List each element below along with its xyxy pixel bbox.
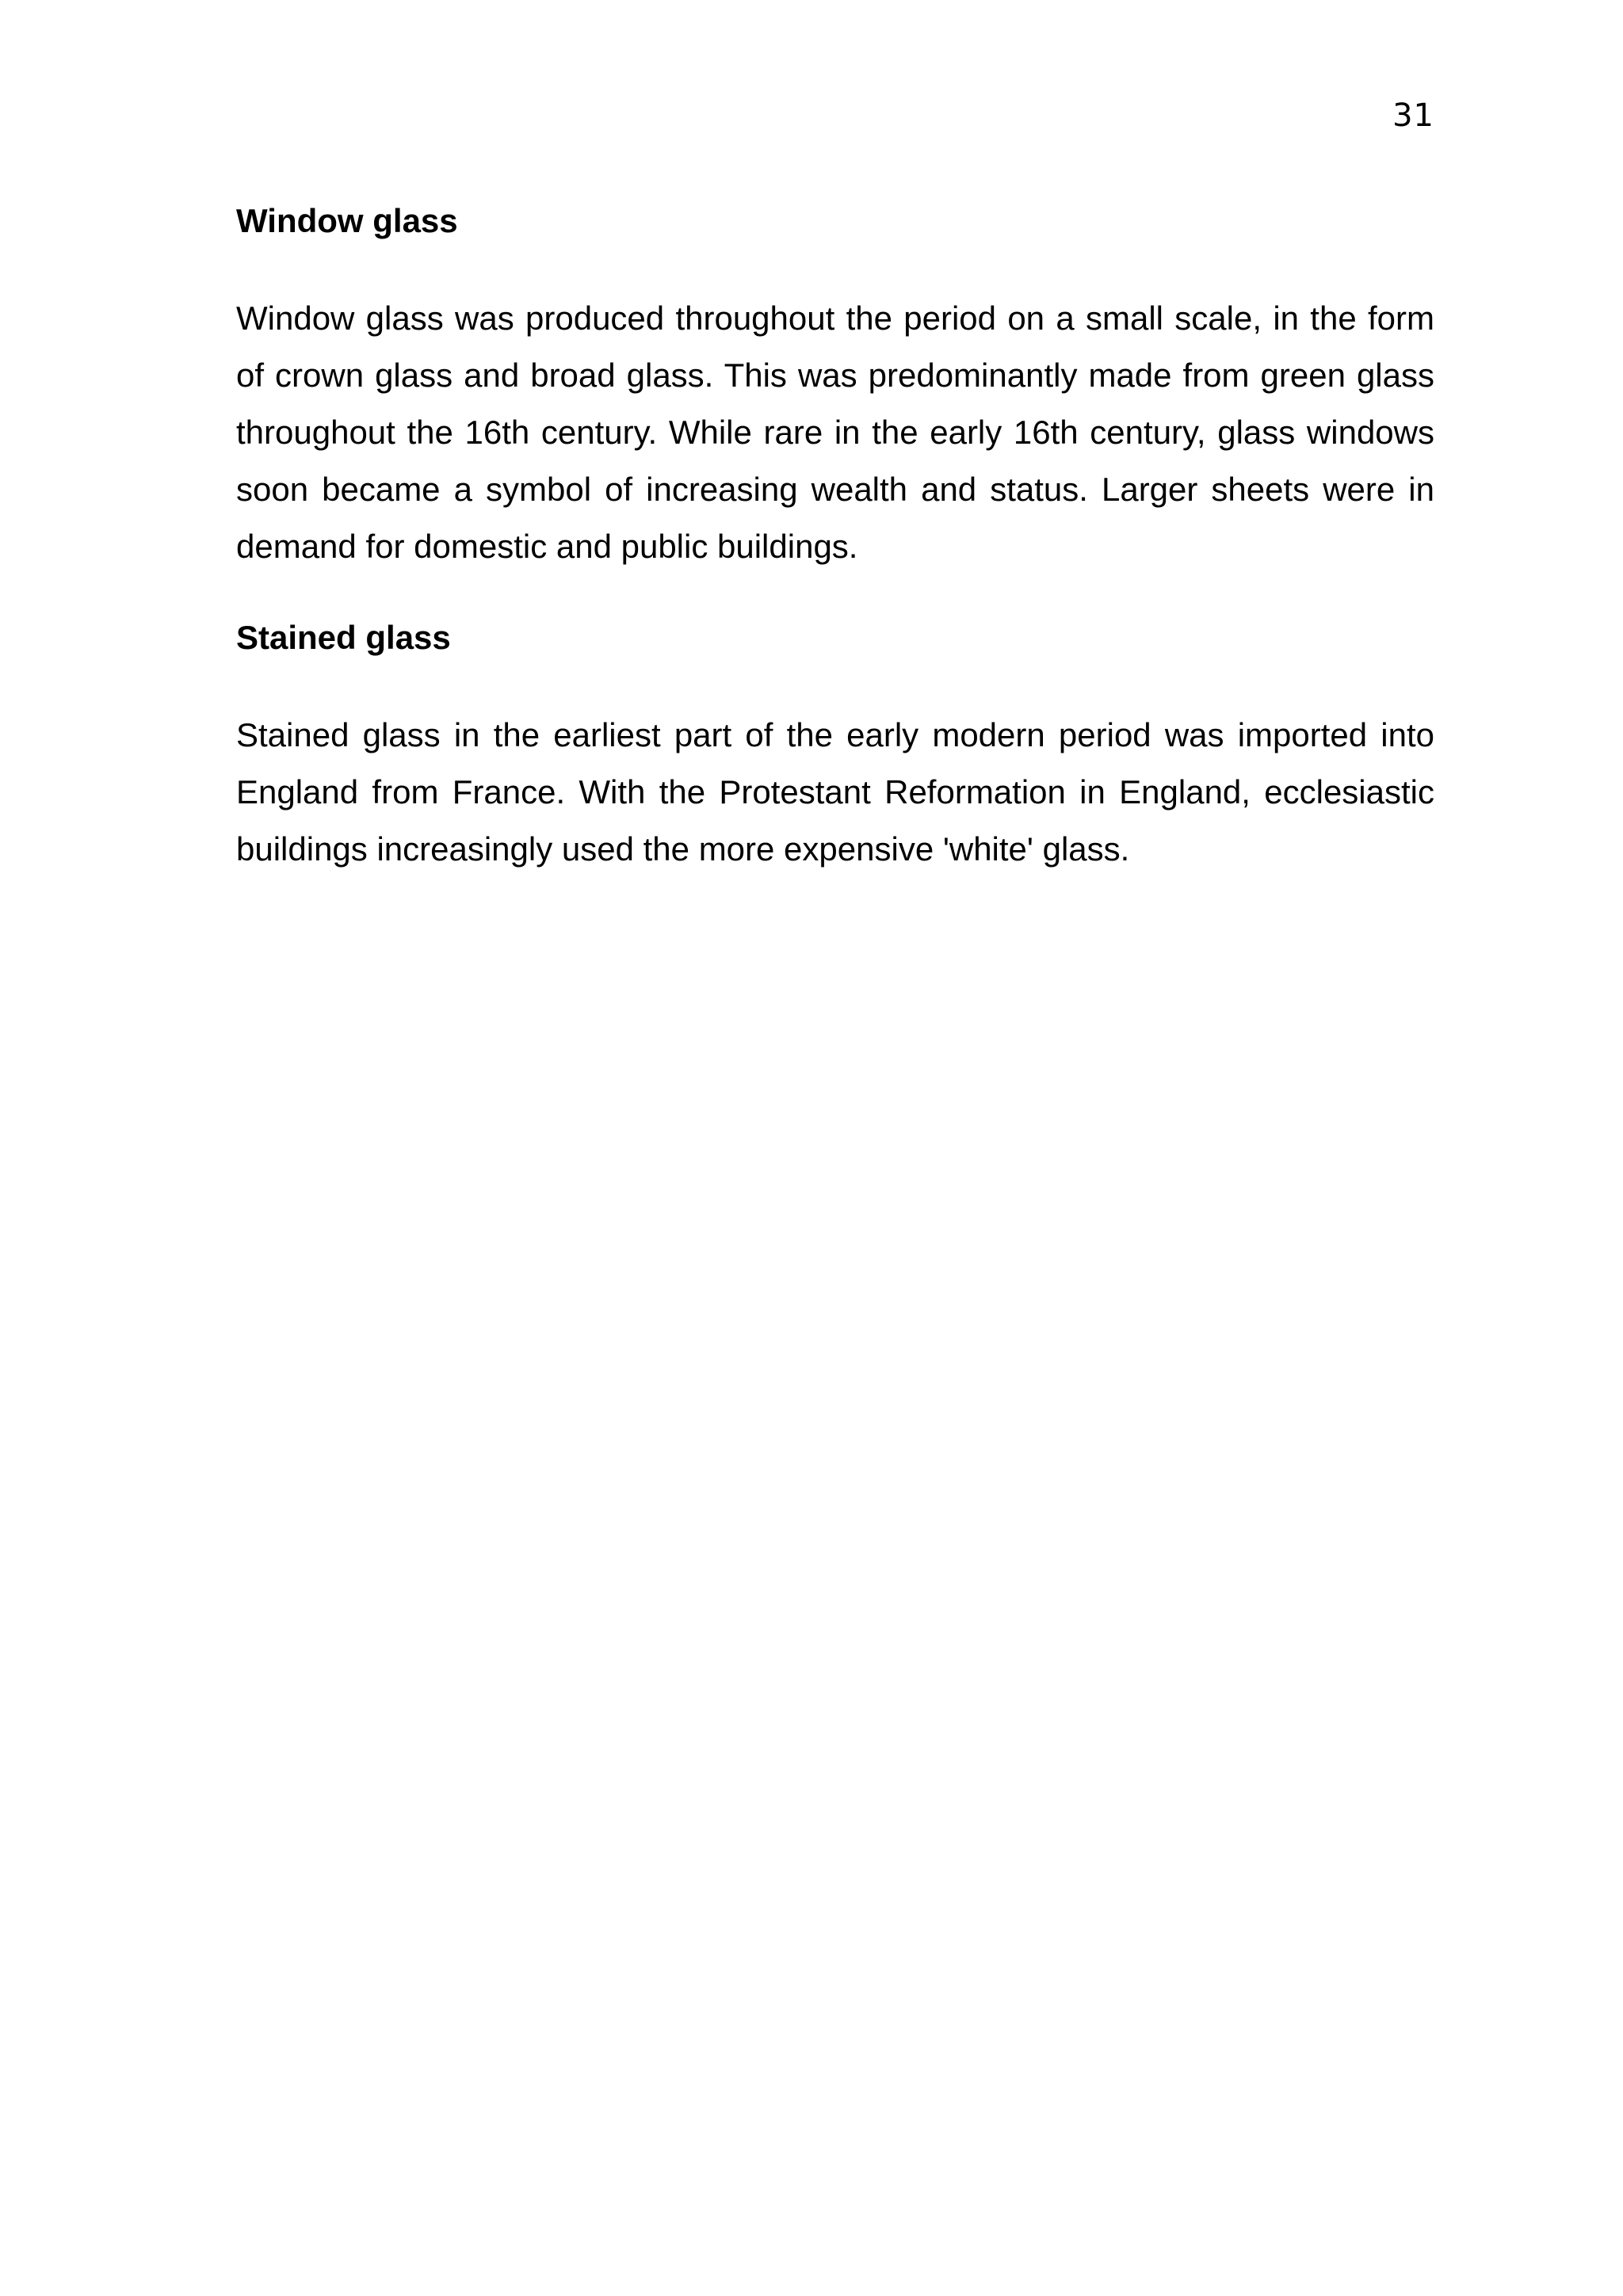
page-content [236,198,1434,878]
paragraph-window-glass: Window glass was produced throughout the period on a small scale, in the form of crown glass and broad glass. This was predominantly made from green glass throughout the 16th century. While rare in the early 16th century, glass windows soon became a symbol of increasing wealth and status. Larger sheets were in demand for domestic and public buildings. [236,299,1434,565]
section-heading-window-glass: Window glass [236,202,458,239]
paragraph-stained-glass: Stained glass in the earliest part of the early modern period was imported into England from France. With the Protestant Reformation in England, ecclesiastic buildings increasingly used the more expensive 'white' glass. [236,716,1434,868]
section-heading-stained-glass: Stained glass [236,619,451,656]
page-number: 31 [1392,97,1434,134]
